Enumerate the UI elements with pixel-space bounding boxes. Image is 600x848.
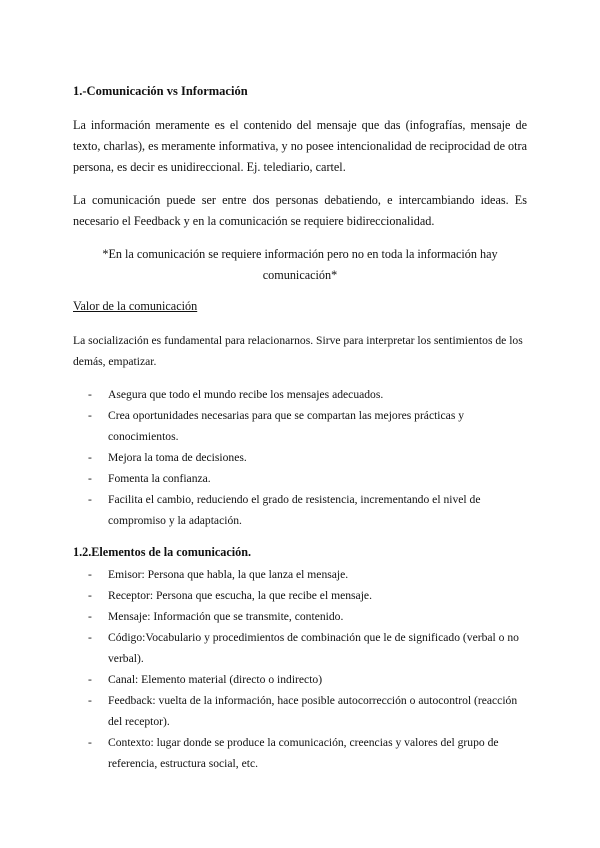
valor-list	[88, 384, 528, 531]
list-item: - Feedback: vuelta de la información, hace posible autocorrección o autocontrol (reacción del receptor).	[88, 690, 528, 732]
paragraph-socializacion: La socialización es fundamental para relacionarnos. Sirve para interpretar los sentimientos de los demás, empatizar.	[73, 334, 523, 368]
list-item: - Mejora la toma de decisiones.	[88, 447, 528, 468]
list-item: - Facilita el cambio, reduciendo el grado de resistencia, incrementando el nivel de compromiso y la adaptación.	[88, 489, 528, 531]
paragraph-comunicacion: La comunicación puede ser entre dos personas debatiendo, e intercambiando ideas. Es necesario el Feedback y en la comunicación se requiere bidireccionalidad.	[73, 193, 527, 228]
section-heading: 1.-Comunicación vs Información	[73, 84, 248, 98]
list-item: - Emisor: Persona que habla, la que lanza el mensaje.	[88, 564, 528, 585]
list-item: - Receptor: Persona que escucha, la que recibe el mensaje.	[88, 585, 528, 606]
section-heading-elementos: 1.2.Elementos de la comunicación.	[73, 545, 252, 559]
list-item: - Canal: Elemento material (directo o indirecto)	[88, 669, 528, 690]
centered-note-line-2: comunicación*	[262, 268, 338, 282]
list-item: - Fomenta la confianza.	[88, 468, 528, 489]
list-item: - Contexto: lugar donde se produce la comunicación, creencias y valores del grupo de referencia, estructura social, etc.	[88, 732, 528, 774]
centered-note	[73, 244, 527, 286]
list-item: - Crea oportunidades necesarias para que se compartan las mejores prácticas y conocimientos.	[88, 405, 528, 447]
centered-note-line-1: *En la comunicación se requiere información pero no en toda la información hay	[102, 247, 498, 261]
subheading-valor: Valor de la comunicación	[73, 299, 198, 313]
list-item: - Mensaje: Información que se transmite, contenido.	[88, 606, 528, 627]
list-item: - Asegura que todo el mundo recibe los mensajes adecuados.	[88, 384, 528, 405]
list-item: - Código:Vocabulario y procedimientos de combinación que le de significado (verbal o no verbal).	[88, 627, 528, 669]
paragraph-informacion: La información meramente es el contenido del mensaje que das (infografías, mensaje de texto, charlas), es meramente informativa, y no posee intencionalidad de reciprocidad de otra persona, es decir es unidireccional. Ej. telediario, cartel.	[73, 118, 527, 174]
elementos-list	[88, 564, 528, 774]
